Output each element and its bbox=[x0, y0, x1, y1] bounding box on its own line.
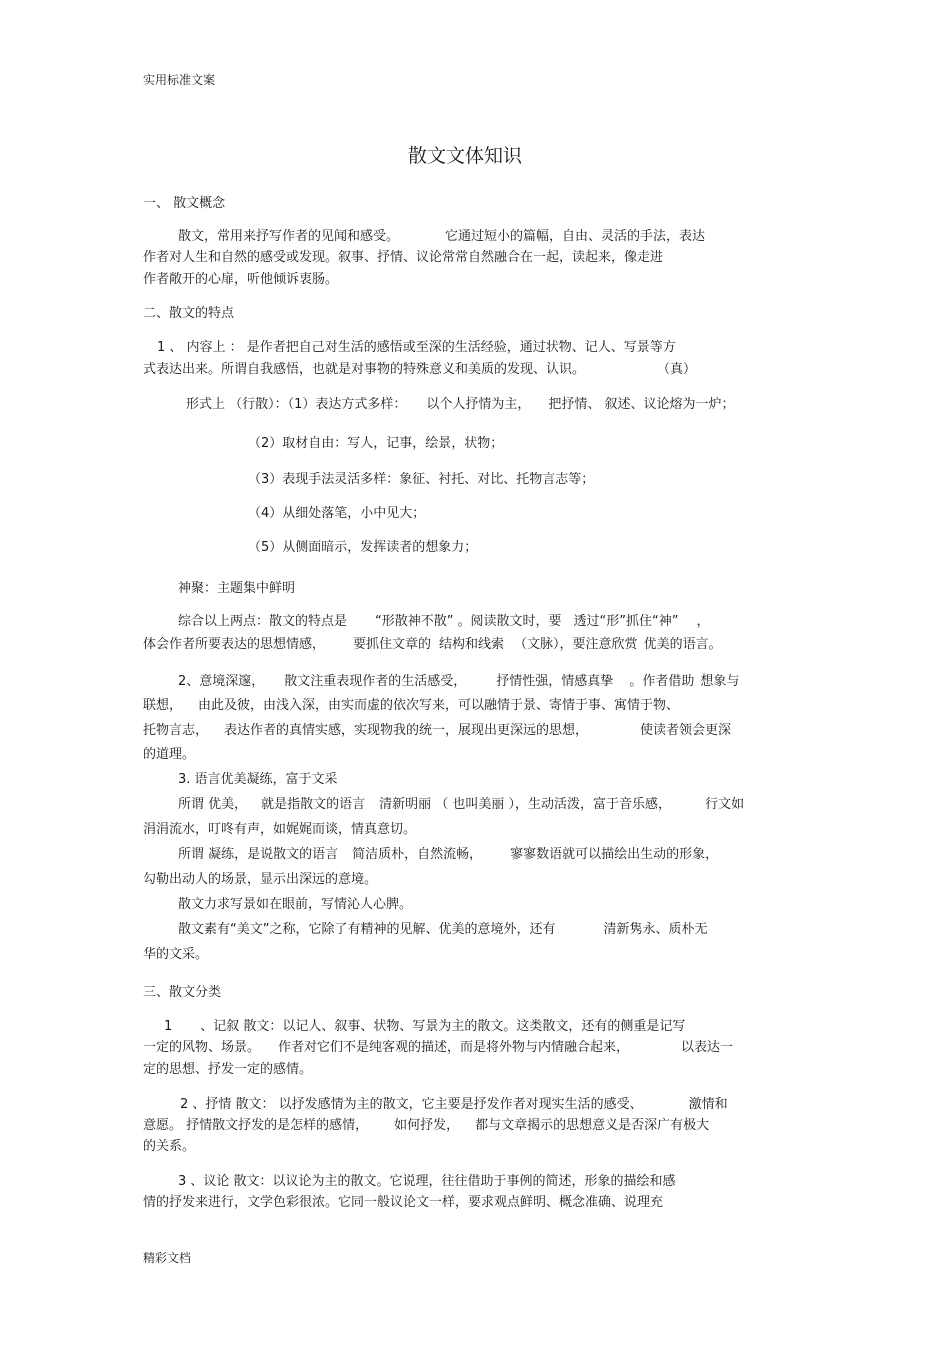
paragraph-line: 华的文采。 bbox=[143, 947, 209, 962]
form-item-3: （3）表现手法灵活多样：象征、衬托、对比、托物言志等； bbox=[248, 472, 595, 487]
section-heading-2: 二、散文的特点 bbox=[143, 306, 235, 321]
paragraph-line: 的关系。 bbox=[143, 1139, 196, 1154]
paragraph-line: 作者对人生和自然的感受或发现。叙事、抒情、议论常常自然融合在一起，读起来，像走进 bbox=[143, 250, 664, 265]
paragraph-line: 式表达出来。所谓自我感悟，也就是对事物的特殊意义和美质的发现、认识。 （真） bbox=[143, 362, 697, 377]
paragraph-line: 勾勒出动人的场景，显示出深远的意境。 bbox=[143, 872, 378, 887]
paragraph-line: 涓涓流水，叮咚有声，如娓娓而谈，情真意切。 bbox=[143, 822, 417, 837]
paragraph-line: 所谓 优美， 就是指散文的语言 清新明丽 （ 也叫美丽 ），生动活泼，富于音乐感， 行文如 bbox=[178, 797, 745, 812]
paragraph-line: 1 、记叙 散文：以记人、叙事、状物、写景为主的散文。这类散文，还有的侧重是记写 bbox=[164, 1019, 686, 1034]
paragraph-line: 作者敞开的心扉，听他倾诉衷肠。 bbox=[143, 272, 339, 287]
shenju-line: 神聚：主题集中鲜明 bbox=[178, 581, 296, 596]
paragraph-line: 的道理。 bbox=[143, 747, 196, 762]
paragraph-line: 2、意境深邃， 散文注重表现作者的生活感受， 抒情性强，情感真挚 。作者借助 想象与 bbox=[178, 674, 740, 689]
page-header: 实用标准文案 bbox=[143, 73, 216, 87]
paragraph-line: 意愿。 抒情散文抒发的是怎样的感情， 如何抒发， 都与文章揭示的思想意义是否深广有极大 bbox=[143, 1118, 710, 1133]
paragraph-line: 定的思想、抒发一定的感情。 bbox=[143, 1062, 313, 1077]
subheading-3: 3. 语言优美凝练，富于文采 bbox=[178, 772, 338, 787]
form-item-2: （2）取材自由：写人，记事，绘景，状物； bbox=[248, 436, 504, 451]
paragraph-line: 3 、议论 散文：以议论为主的散文。它说理，往往借助于事例的简述，形象的描绘和感 bbox=[178, 1174, 676, 1189]
summary-line: 体会作者所要表达的思想情感， 要抓住文章的 结构和线索 （文脉），要注意欣赏 优美的语言。 bbox=[143, 637, 722, 652]
paragraph-line: 1 、 内容上 ： 是作者把自己对生活的感悟或至深的生活经验，通过状物、记人、写景等方 bbox=[157, 340, 676, 355]
paragraph-line: 一定的风物、场景。 作者对它们不是纯客观的描述，而是将外物与内情融合起来， 以表达一 bbox=[143, 1040, 734, 1055]
page-footer: 精彩文档 bbox=[143, 1251, 192, 1265]
paragraph-line: 托物言志， 表达作者的真情实感，实现物我的统一，展现出更深远的思想， 使读者领会更深 bbox=[143, 723, 732, 738]
form-line: 形式上 （行散）：（1）表达方式多样： 以个人抒情为主， 把抒情、 叙述、议论熔为一炉； bbox=[186, 397, 735, 412]
summary-line: 综合以上两点：散文的特点是 “形散神不散” 。阅读散文时，要 透过“形”抓住“神” ， bbox=[178, 614, 710, 629]
section-heading-1: 一、 散文概念 bbox=[143, 196, 226, 211]
paragraph-line: 2 、抒情 散文： 以抒发感情为主的散文，它主要是抒发作者对现实生活的感受、 激情和 bbox=[180, 1097, 728, 1112]
paragraph-line: 散文素有“美文”之称，它除了有精神的见解、优美的意境外，还有 清新隽永、质朴无 bbox=[178, 922, 708, 937]
paragraph-line: 散文力求写景如在眼前，写情沁人心脾。 bbox=[178, 897, 413, 912]
form-item-5: （5）从侧面暗示，发挥读者的想象力； bbox=[248, 540, 478, 555]
paragraph-line: 所谓 凝练，是说散文的语言 简洁质朴，自然流畅， 寥寥数语就可以描绘出生动的形象， bbox=[178, 847, 719, 862]
paragraph-line: 散文，常用来抒写作者的见闻和感受。 它通过短小的篇幅，自由、灵活的手法，表达 bbox=[178, 229, 706, 244]
form-item-4: （4）从细处落笔，小中见大； bbox=[248, 506, 426, 521]
section-heading-3: 三、散文分类 bbox=[143, 985, 222, 1000]
paragraph-line: 情的抒发来进行，文学色彩很浓。它同一般议论文一样，要求观点鲜明、概念准确、说理充 bbox=[143, 1195, 664, 1210]
document-title: 散文文体知识 bbox=[408, 145, 523, 167]
paragraph-line: 联想， 由此及彼，由浅入深，由实而虚的依次写来，可以融情于景、寄情于事、寓情于物、 bbox=[143, 698, 680, 713]
